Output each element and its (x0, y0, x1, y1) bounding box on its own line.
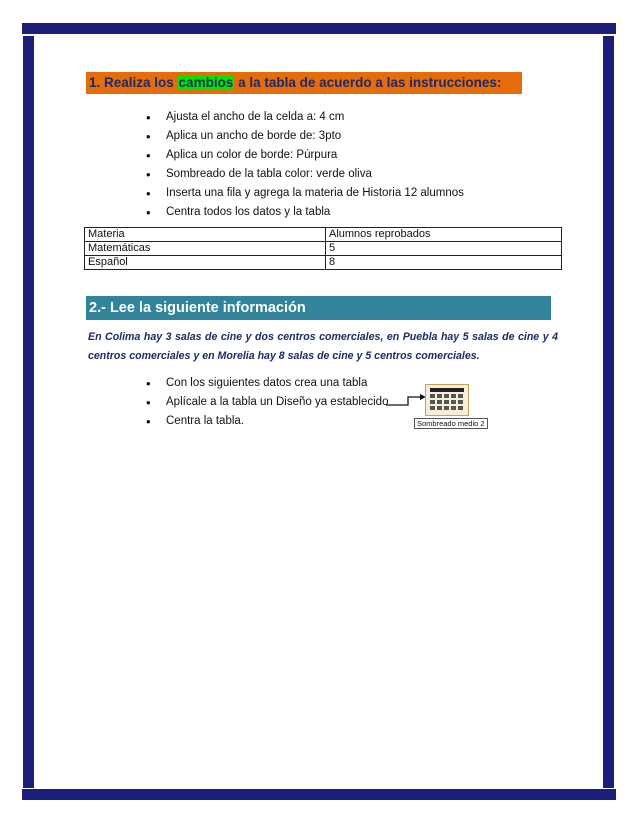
table-row (85, 228, 562, 242)
table-row (85, 256, 562, 270)
section1-heading-start: 1. Realiza los (89, 75, 178, 90)
instruction-item: • Sombreado de la tabla color: verde oliva (146, 165, 464, 184)
instruction-item: • Inserta una fila y agrega la materia de Historia 12 alumnos (146, 184, 464, 203)
task-item: • Centra la tabla. (146, 412, 388, 431)
table-cell: Español (85, 256, 326, 270)
decorative-border-right (602, 36, 616, 788)
table-cell: Materia (85, 228, 326, 242)
section1-heading-highlight: cambios (178, 75, 234, 90)
instructions-list (146, 108, 464, 222)
table-cell: 5 (326, 242, 562, 256)
section1-heading (86, 72, 522, 94)
task-item: • Aplícale a la tabla un Diseño ya establecido (146, 393, 388, 412)
instruction-item: • Aplica un color de borde: Púrpura (146, 146, 464, 165)
section1-heading-rest: a la tabla de acuerdo a las instrucciones: (234, 75, 502, 90)
table-style-caption: Sombreado medio 2 (414, 418, 488, 429)
table-cell: Alumnos reprobados (326, 228, 562, 242)
table-row (85, 242, 562, 256)
decorative-border-top (22, 22, 616, 36)
tasks-list (146, 374, 388, 431)
decorative-border-bottom (22, 788, 616, 802)
task-item: • Con los siguientes datos crea una tabla (146, 374, 388, 393)
section2-paragraph: En Colima hay 3 salas de cine y dos centros comerciales, en Puebla hay 5 salas de cine y 4 centros comerciales y en Morelia hay 8 salas de cine y 5 centros comerciales. (88, 331, 558, 362)
subjects-table (84, 227, 562, 270)
table-style-thumbnail-icon (425, 384, 469, 416)
section2-heading: 2.- Lee la siguiente información (86, 296, 551, 320)
instruction-item: • Ajusta el ancho de la celda a: 4 cm (146, 108, 464, 127)
table-cell: 8 (326, 256, 562, 270)
instruction-item: • Centra todos los datos y la tabla (146, 203, 464, 222)
arrow-icon (386, 393, 426, 407)
decorative-border-left (22, 36, 36, 788)
instruction-item: • Aplica un ancho de borde de: 3pto (146, 127, 464, 146)
table-cell: Matemáticas (85, 242, 326, 256)
